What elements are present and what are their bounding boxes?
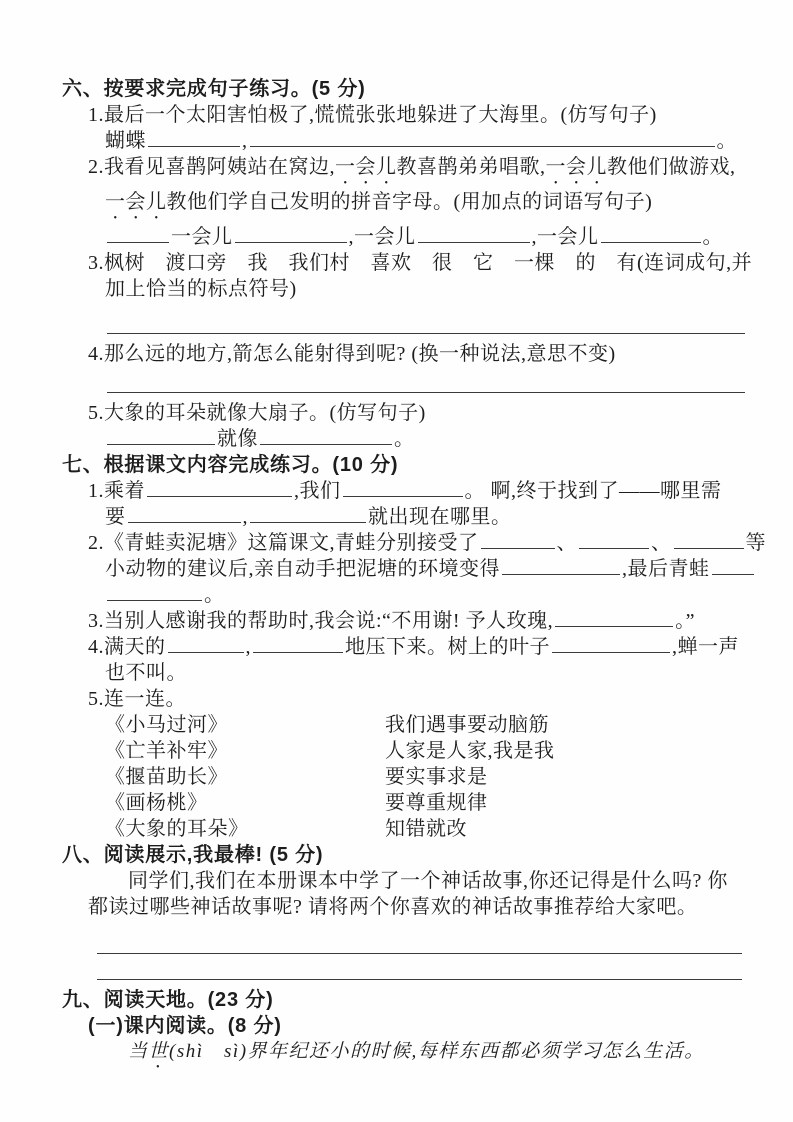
answer-blank [601, 237, 701, 243]
answer-blank [168, 647, 244, 653]
s9-passage-line [0, 1039, 793, 1073]
answer-blank [97, 948, 742, 954]
text-run: 当 [128, 1041, 149, 1062]
answer-blank [128, 517, 241, 523]
text-run: 等 [745, 532, 766, 554]
q7-4-line-2: 也不叫。 [105, 662, 187, 684]
text-run: 、 [556, 532, 577, 554]
text-run-with-pinyin: (shì sì)界年纪还小的时候,每样东西都必须学习怎么生活。 [169, 1041, 705, 1062]
q7-1-line-2 [0, 504, 793, 530]
answer-blank [579, 543, 649, 549]
q6-2-line-2 [0, 189, 793, 224]
s8-answer-line-1 [0, 935, 793, 961]
q6-4-line: 4.那么远的地方,箭怎么能射得到呢? (换一种说法,意思不变) [88, 343, 616, 365]
answer-blank [260, 439, 392, 445]
text-run: ,最后青蛙 [622, 558, 710, 580]
text-run: 、 [651, 532, 672, 554]
match-left-title: 《大象的耳朵》 [105, 818, 249, 840]
answer-blank [502, 569, 620, 575]
q7-2-line-1 [0, 530, 793, 556]
s8-answer-line-2 [0, 961, 793, 987]
section-9-header: 九、阅读天地。(23 分) [62, 989, 274, 1011]
answer-blank [235, 237, 347, 243]
text-run: 教他们做游戏, [607, 156, 736, 178]
answer-blank [481, 543, 555, 549]
answer-blank [712, 569, 754, 575]
q6-3-line-1: 3.枫树 渡口旁 我 我们村 喜欢 很 它 一棵 的 有(连词成句,并 [88, 252, 753, 274]
q7-2-line-2 [0, 556, 793, 582]
text-run: 2.《青蛙卖泥塘》这篇课文,青蛙分别接受了 [88, 532, 479, 554]
q6-5-answer-line [0, 426, 793, 452]
text-run: ,蝉一声 [672, 636, 739, 658]
match-row [0, 764, 793, 790]
match-left-title: 《画杨桃》 [105, 792, 208, 814]
match-right-moral: 人家是人家,我是我 [385, 740, 555, 762]
answer-blank [253, 647, 343, 653]
s8-paragraph-line-1: 同学们,我们在本册课本中学了一个神话故事,你还记得是什么吗? 你 [128, 870, 728, 892]
text-run: 1.乘着 [88, 480, 145, 502]
text-run: ,我们 [294, 480, 341, 502]
q6-3-answer-line [0, 315, 793, 341]
match-right-moral: 我们遇事要动脑筋 [385, 714, 549, 736]
period: 。 [716, 130, 737, 152]
section-7-header: 七、根据课文内容完成练习。(10 分) [62, 454, 399, 476]
dotted-word: 一会儿 [335, 156, 397, 178]
q6-2-line-1 [0, 154, 793, 189]
match-right-moral: 要尊重规律 [385, 792, 488, 814]
answer-blank [107, 328, 745, 334]
text-run: ,一会儿 [531, 226, 599, 248]
q6-3-line-2: 加上恰当的标点符号) [105, 278, 297, 300]
text-run: 2.我看见喜鹊阿姨站在窝边, [88, 156, 335, 178]
text-run: 小动物的建议后,亲自动手把泥塘的环境变得 [105, 558, 500, 580]
text-run: 就像 [217, 428, 258, 450]
match-left-title: 《小马过河》 [105, 714, 228, 736]
q7-1-line-1 [0, 478, 793, 504]
dotted-char: 世 [148, 1041, 170, 1062]
q7-3-line [0, 608, 793, 634]
match-row [0, 790, 793, 816]
answer-blank [107, 387, 745, 393]
answer-blank [674, 543, 744, 549]
comma: , [245, 636, 251, 658]
answer-blank [147, 491, 292, 497]
text-run: 。” [675, 610, 695, 632]
match-list [0, 712, 793, 842]
q6-4-answer-line [0, 374, 793, 400]
s9-subsection-header: (一)课内阅读。(8 分) [88, 1015, 282, 1037]
text-run: 一会儿 [171, 226, 233, 248]
text-run: ,一会儿 [348, 226, 416, 248]
match-left-title: 《揠苗助长》 [105, 766, 228, 788]
text-run: 4.满天的 [88, 636, 166, 658]
period: 。 [702, 226, 723, 248]
section-8-header: 八、阅读展示,我最棒! (5 分) [62, 844, 324, 866]
section-6-header: 六、按要求完成句子练习。(5 分) [62, 78, 366, 100]
match-right-moral: 知错就改 [385, 818, 467, 840]
q6-2-answer-line [0, 224, 793, 250]
answer-blank [97, 974, 742, 980]
answer-blank [107, 439, 215, 445]
answer-blank [555, 621, 673, 627]
period: 。 [394, 428, 415, 450]
match-left-title: 《亡羊补牢》 [105, 740, 228, 762]
text-run: 要 [105, 506, 126, 528]
comma: , [242, 506, 248, 528]
text-run: 教他们学自己发明的拼音字母。(用加点的词语写句子) [166, 191, 653, 213]
answer-blank [418, 237, 530, 243]
text-run: 地压下来。树上的叶子 [345, 636, 550, 658]
dotted-word: 一会儿 [105, 191, 167, 213]
comma: , [242, 130, 248, 152]
q7-4-line-1 [0, 634, 793, 660]
answer-blank [148, 141, 240, 147]
q7-2-line-3 [0, 582, 793, 608]
answer-blank [250, 517, 366, 523]
match-row [0, 738, 793, 764]
text-run: 就出现在哪里。 [368, 506, 512, 528]
answer-blank [343, 491, 463, 497]
period: 。 [204, 584, 225, 606]
q6-1-answer-line [0, 128, 793, 154]
q6-5-line: 5.大象的耳朵就像大扇子。(仿写句子) [88, 402, 426, 424]
q6-1-line: 1.最后一个太阳害怕极了,慌慌张张地躲进了大海里。(仿写句子) [88, 104, 657, 126]
text-run: 3.当别人感谢我的帮助时,我会说:“不用谢! 予人玫瑰, [88, 610, 554, 632]
answer-blank [107, 237, 169, 243]
match-row [0, 712, 793, 738]
text-run: 教喜鹊弟弟唱歌, [396, 156, 546, 178]
answer-blank [107, 595, 202, 601]
dotted-word: 一会儿 [545, 156, 607, 178]
match-right-moral: 要实事求是 [385, 766, 488, 788]
answer-blank [250, 141, 715, 147]
q6-1-answer-prefix: 蝴蝶 [105, 130, 146, 152]
q7-5-line: 5.连一连。 [88, 688, 186, 710]
match-row [0, 816, 793, 842]
s8-paragraph-line-2: 都读过哪些神话故事呢? 请将两个你喜欢的神话故事推荐给大家吧。 [88, 896, 698, 918]
text-run: 。 啊,终于找到了——哪里需 [464, 480, 722, 502]
answer-blank [552, 647, 670, 653]
